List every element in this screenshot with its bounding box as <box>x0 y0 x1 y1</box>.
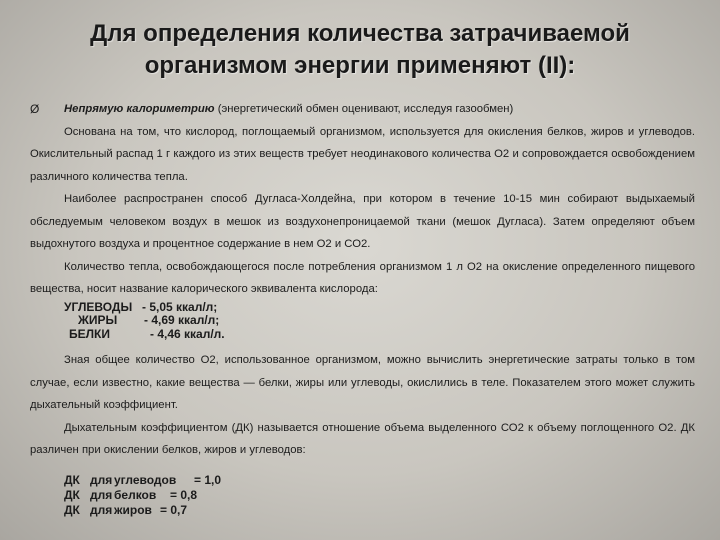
slide-title <box>0 18 720 82</box>
rq-value: = 0,8 <box>170 487 198 502</box>
rq-row-proteins <box>64 488 695 503</box>
arrow-bullet-icon: Ø <box>30 102 40 116</box>
rq-label: ДК <box>64 472 80 487</box>
caloric-row-carbs <box>64 301 695 315</box>
paragraph-energy-calc: Зная общее количество О2, использованное организмом, можно вычислить энергетические затраты только в том случае, если известно, какие вещества — белки, жиры или углеводы, окислились в теле. Показателем этого может служить дыхательный коэффициент. <box>30 354 695 411</box>
rq-for: для <box>90 487 113 502</box>
caloric-value: - 4,46 ккал/л. <box>150 326 225 341</box>
paragraph-oxidation: Основана на том, что кислород, поглощаемый организмом, используется для окисления белков, жиров и углеводов. Окислительный распад 1 г каждого из этих веществ требует неодинакового количества О2 и сопровождается освобождением различного количества тепла. <box>30 125 695 183</box>
rq-value: = 0,7 <box>160 502 188 517</box>
paragraph-douglas-method: Наиболее распространен способ Дугласа-Холдейна, при котором в течение 10-15 мин собирают выдыхаемый обследуемым человеком воздух в мешок из воздухонепроницаемой ткани (мешок Дугласа). Затем определяют объем выдохнутого воздуха и процентное содержание в нем О2 и СО2. <box>30 193 695 250</box>
caloric-value: - 5,05 ккал/л; <box>142 299 218 314</box>
caloric-value: - 4,69 ккал/л; <box>144 313 220 327</box>
rq-value: = 1,0 <box>194 472 222 487</box>
caloric-name: БЕЛКИ <box>69 326 110 341</box>
caloric-name: УГЛЕВОДЫ <box>64 299 133 314</box>
rq-substance: жиров <box>114 502 152 517</box>
caloric-name: ЖИРЫ <box>78 313 118 327</box>
paragraph-caloric-equivalent: Количество тепла, освобождающегося после потребления организмом 1 л О2 на окисление определенного пищевого вещества, носит название калорического эквивалента кислорода: <box>30 260 695 295</box>
slide-body <box>30 98 695 518</box>
rq-substance: белков <box>114 487 157 502</box>
rq-row-fats <box>64 503 695 518</box>
paragraph-respiratory-quotient: Дыхательным коэффициентом (ДК) называется отношение объема выделенного СО2 к объему поглощенного О2. ДК различен при окислении белков, жиров и углеводов: <box>30 421 695 456</box>
respiratory-quotient-list <box>30 473 695 518</box>
rq-for: для <box>90 502 113 517</box>
rq-label: ДК <box>64 502 80 517</box>
rq-for: для <box>90 472 113 487</box>
caloric-equivalent-list <box>30 301 695 342</box>
caloric-row-fats <box>64 314 695 328</box>
bullet-item <box>30 98 695 121</box>
slide-title-line-2: организмом энергии применяют (II): <box>144 52 576 79</box>
bullet-text: (энергетический обмен оценивают, исследуя газообмен) <box>214 103 514 115</box>
rq-label: ДК <box>64 487 80 502</box>
bullet-term: Непрямую калориметрию <box>64 103 215 115</box>
rq-substance: углеводов <box>114 472 177 487</box>
caloric-row-proteins <box>64 328 695 342</box>
slide-title-line-1: Для определения количества затрачиваемой <box>90 20 630 47</box>
rq-row-carbs <box>64 473 695 488</box>
